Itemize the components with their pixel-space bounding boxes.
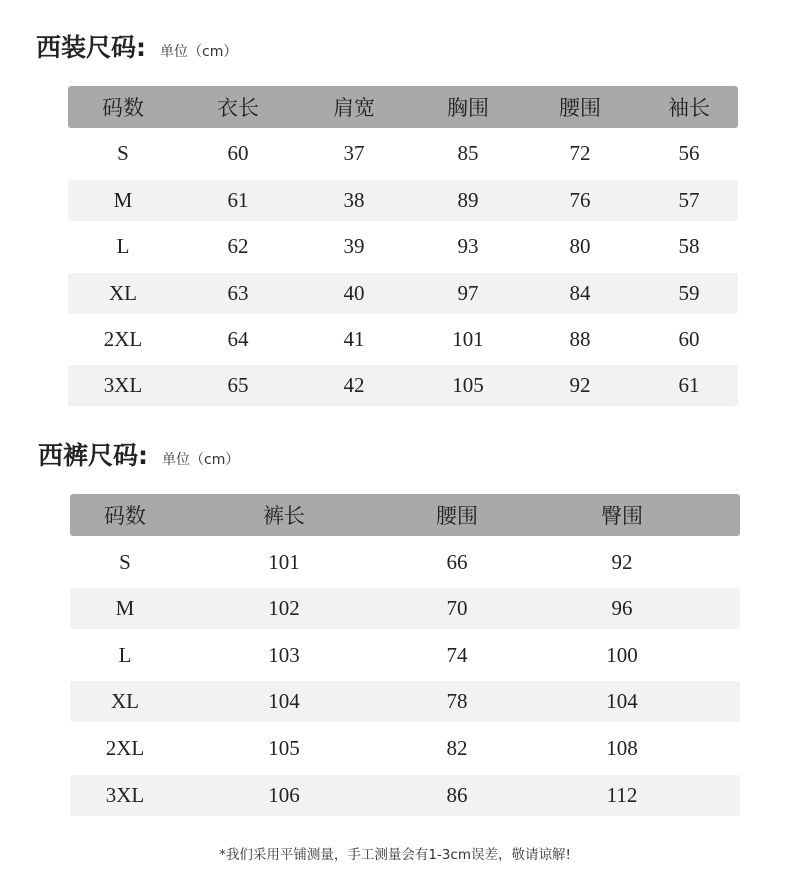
table-cell: 2XL (103, 326, 143, 351)
table-cell: 97 (457, 280, 479, 305)
table-cell: 102 (268, 596, 300, 621)
table-cell: 72 (569, 141, 591, 166)
table-cell: 56 (678, 141, 700, 166)
table-header (68, 86, 738, 128)
table-cell: 76 (569, 187, 591, 212)
table-cell: 61 (678, 373, 700, 398)
table-cell: XL (111, 689, 139, 714)
header-cell: 袖长 (668, 96, 710, 120)
header-cell: 胸围 (447, 96, 489, 120)
table-cell: M (113, 187, 133, 212)
table-row (70, 728, 740, 769)
table-header (70, 494, 740, 536)
table-cell: 2XL (105, 735, 145, 760)
table-cell: 3XL (105, 782, 145, 807)
table-cell: 92 (611, 549, 633, 574)
table-cell: 70 (446, 596, 468, 621)
table-cell: 112 (606, 782, 638, 807)
table-row (68, 133, 738, 174)
table-cell: 104 (268, 689, 300, 714)
table-cell: 101 (452, 326, 484, 351)
table-cell: 37 (343, 141, 365, 166)
table-row (70, 588, 740, 629)
table-cell: 93 (457, 234, 479, 259)
table-cell: 89 (457, 187, 479, 212)
table-row (68, 365, 738, 406)
table-cell: 42 (343, 373, 365, 398)
table-cell: 39 (343, 234, 365, 259)
table-cell: 100 (606, 642, 638, 667)
table-cell: 96 (611, 596, 633, 621)
table-row (70, 542, 740, 583)
table-cell: 38 (343, 187, 365, 212)
table-cell: 59 (678, 280, 700, 305)
table-cell: L (118, 642, 132, 667)
measurement-note: *我们采用平铺测量，手工测量会有1-3cm误差，敬请谅解! (219, 847, 571, 863)
header-cell: 衣长 (217, 96, 259, 120)
pants-size-table (70, 494, 740, 816)
table-cell: 84 (569, 280, 591, 305)
table-cell: 103 (268, 642, 300, 667)
table-cell: 88 (569, 326, 591, 351)
suit-unit-label: 单位（cm） (160, 44, 238, 60)
table-cell: 58 (678, 234, 700, 259)
header-cell: 裤长 (263, 504, 305, 528)
table-cell: 108 (606, 735, 638, 760)
suit-size-table (68, 86, 738, 406)
table-row (68, 180, 738, 221)
table-cell: 60 (678, 326, 700, 351)
suit-title: 西装尺码: (36, 33, 146, 62)
table-row (68, 226, 738, 267)
header-cell: 码数 (104, 504, 146, 528)
table-cell: M (115, 596, 135, 621)
header-cell: 肩宽 (333, 96, 375, 120)
table-cell: 64 (227, 326, 249, 351)
header-cell: 码数 (102, 96, 144, 120)
suit-section-title (36, 28, 237, 64)
header-cell: 腰围 (559, 96, 601, 120)
table-cell: S (119, 549, 131, 574)
header-cell: 臀围 (601, 504, 643, 528)
table-cell: 66 (446, 549, 468, 574)
table-cell: 106 (268, 782, 300, 807)
pants-unit-label: 单位（cm） (162, 452, 240, 468)
table-row (70, 775, 740, 816)
table-cell: 78 (446, 689, 468, 714)
table-cell: 105 (268, 735, 300, 760)
header-cell: 腰围 (436, 504, 478, 528)
table-cell: 74 (446, 642, 468, 667)
table-cell: XL (109, 280, 137, 305)
table-cell: 40 (343, 280, 365, 305)
table-row (70, 681, 740, 722)
pants-title: 西裤尺码: (38, 441, 148, 470)
table-cell: 105 (452, 373, 484, 398)
table-cell: 60 (227, 141, 249, 166)
table-cell: 85 (457, 141, 479, 166)
table-cell: 101 (268, 549, 300, 574)
table-cell: S (117, 141, 129, 166)
table-cell: 86 (446, 782, 468, 807)
table-cell: 92 (569, 373, 591, 398)
table-cell: 62 (227, 234, 249, 259)
table-cell: 41 (343, 326, 365, 351)
table-cell: 61 (227, 187, 249, 212)
table-row (68, 273, 738, 314)
table-cell: 65 (227, 373, 249, 398)
table-row (70, 635, 740, 676)
table-cell: 104 (606, 689, 638, 714)
table-cell: 63 (227, 280, 249, 305)
table-row (68, 319, 738, 360)
table-cell: 3XL (103, 373, 143, 398)
table-cell: L (116, 234, 130, 259)
table-cell: 80 (569, 234, 591, 259)
table-cell: 82 (446, 735, 468, 760)
pants-section-title (38, 436, 239, 472)
table-cell: 57 (678, 187, 700, 212)
